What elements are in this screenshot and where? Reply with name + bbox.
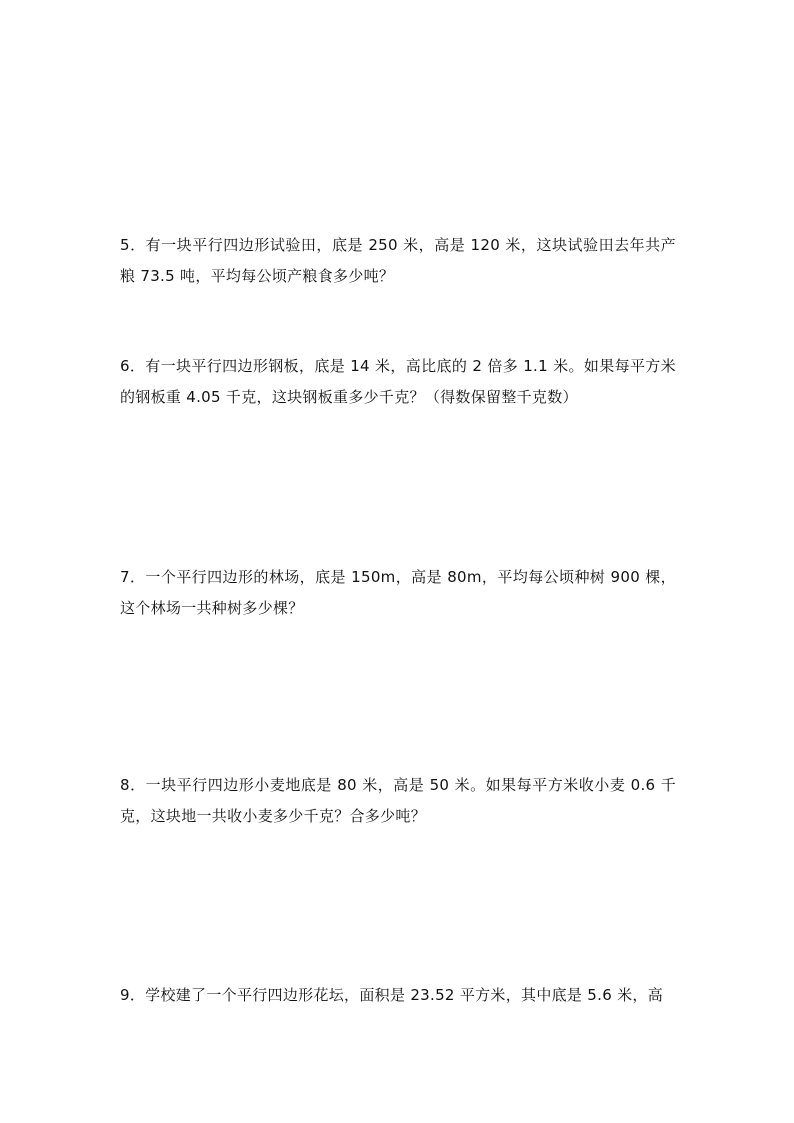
problem-text: 学校建了一个平行四边形花坛，面积是 23.52 平方米，其中底是 5.6 米，高 bbox=[145, 986, 664, 1004]
problem-text: 一个平行四边形的林场，底是 150m，高是 80m，平均每公顷种树 900 棵，这个林场一共种树多少棵？ bbox=[120, 568, 676, 617]
problem-text: 一块平行四边形小麦地底是 80 米，高是 50 米。如果每平方米收小麦 0.6 千克，这块地一共收小麦多少千克？合多少吨？ bbox=[120, 776, 676, 825]
problem-text: 有一块平行四边形钢板，底是 14 米，高比底的 2 倍多 1.1 米。如果每平方米的钢板重 4.05 千克，这块钢板重多少千克？（得数保留整千克数） bbox=[120, 357, 676, 406]
problem-number: 8． bbox=[120, 776, 146, 794]
problem-number: 7． bbox=[120, 568, 146, 586]
problem-8 bbox=[120, 770, 676, 832]
problem-number: 9． bbox=[120, 986, 146, 1004]
problem-7 bbox=[120, 562, 676, 624]
problem-9 bbox=[120, 980, 676, 1011]
problem-number: 5． bbox=[120, 236, 146, 254]
problem-6 bbox=[120, 351, 676, 413]
problem-text: 有一块平行四边形试验田，底是 250 米，高是 120 米，这块试验田去年共产粮 73.5 吨，平均每公顷产粮食多少吨？ bbox=[120, 236, 676, 285]
problem-5 bbox=[120, 230, 676, 292]
problem-number: 6． bbox=[120, 357, 146, 375]
